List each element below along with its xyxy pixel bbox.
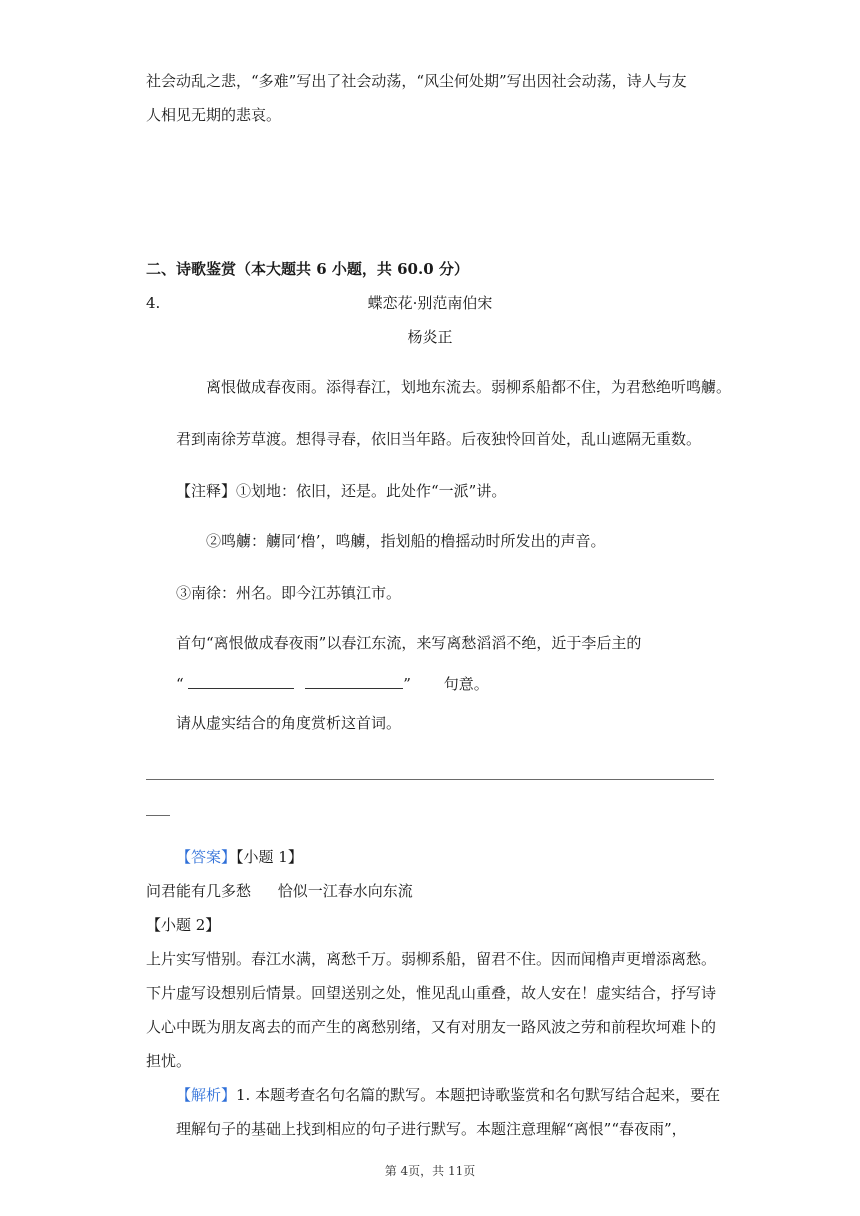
- poem-author: 杨炎正: [407, 328, 453, 346]
- sub-question-1-suffix: 句意。: [443, 675, 489, 693]
- prev-answer-line-2: 人相见无期的悲哀。: [146, 106, 282, 124]
- section-heading: 二、诗歌鉴赏（本大题共 6 小题，共 60.0 分）: [146, 260, 469, 278]
- answer-sub2-line-1: 上片实写惜别。春江水满，离愁千万。弱柳系船，留君不住。因而闻橹声更增添离愁。: [146, 950, 717, 968]
- prev-answer-line-1: 社会动乱之悲，“多难”写出了社会动荡，“风尘何处期”写出因社会动荡，诗人与友: [146, 72, 687, 90]
- question-number: 4.: [146, 294, 161, 312]
- note-2: ②鸣艣：艣同‘橹’，鸣艣，指划船的橹摇动时所发出的声音。: [206, 532, 606, 550]
- answer-sub2-line-4: 担忧。: [146, 1052, 192, 1070]
- answer-sub1-a: 问君能有几多愁: [146, 882, 252, 900]
- answer-line-1: [146, 779, 714, 780]
- poem-line-2: 君到南徐芳草渡。想得寻春，依旧当年路。后夜独怜回首处，乱山遮隔无重数。: [176, 430, 702, 448]
- answer-sub2-line-3: 人心中既为朋友离去的而产生的离愁别绪，又有对朋友一路风波之劳和前程坎坷难卜的: [146, 1018, 717, 1036]
- poem-line-1: 离恨做成春夜雨。添得春江，划地东流去。弱柳系船都不住，为君愁绝听鸣艣。: [206, 378, 732, 396]
- sub-question-1-blank-line: [176, 672, 489, 695]
- open-quote: “: [176, 675, 184, 693]
- analysis-line-1: [176, 1084, 720, 1106]
- sub-question-1: 首句“离恨做成春夜雨”以春江东流，来写离愁滔滔不绝，近于李后主的: [176, 634, 642, 652]
- analysis-text-1: 1. 本题考查名句名篇的默写。本题把诗歌鉴赏和名句默写结合起来，要在: [236, 1086, 721, 1104]
- analysis-line-2: 理解句子的基础上找到相应的句子进行默写。本题注意理解“离恨”“春夜雨”，: [176, 1120, 687, 1138]
- blank-2: [305, 672, 403, 689]
- poem-title: 蝶恋花·别范南伯宋: [367, 294, 493, 312]
- answer-sub2-label: 【小题 2】: [146, 916, 221, 934]
- answer-label: 【答案】: [176, 848, 237, 866]
- sub-question-2: 请从虚实结合的角度赏析这首词。: [176, 714, 402, 732]
- page-footer: 第 4页，共 11页: [384, 1164, 476, 1178]
- answer-header: [176, 846, 303, 868]
- answer-sub2-line-2: 下片虚写设想别后情景。回望送别之处，惟见乱山重叠，故人安在！虚实结合，抒写诗: [146, 984, 717, 1002]
- note-3: ③南徐：州名。即今江苏镇江市。: [176, 584, 402, 602]
- answer-sub1: [146, 880, 413, 902]
- close-quote: ”: [403, 675, 411, 693]
- answer-sub1-label: 【小题 1】: [236, 848, 303, 866]
- analysis-label: 【解析】: [176, 1086, 237, 1104]
- answer-sub1-b: 恰似一江春水向东流: [277, 882, 413, 900]
- note-1: 【注释】①划地：依旧，还是。此处作“一派”讲。: [176, 482, 507, 500]
- blank-1: [188, 672, 294, 689]
- answer-line-2: [146, 815, 170, 816]
